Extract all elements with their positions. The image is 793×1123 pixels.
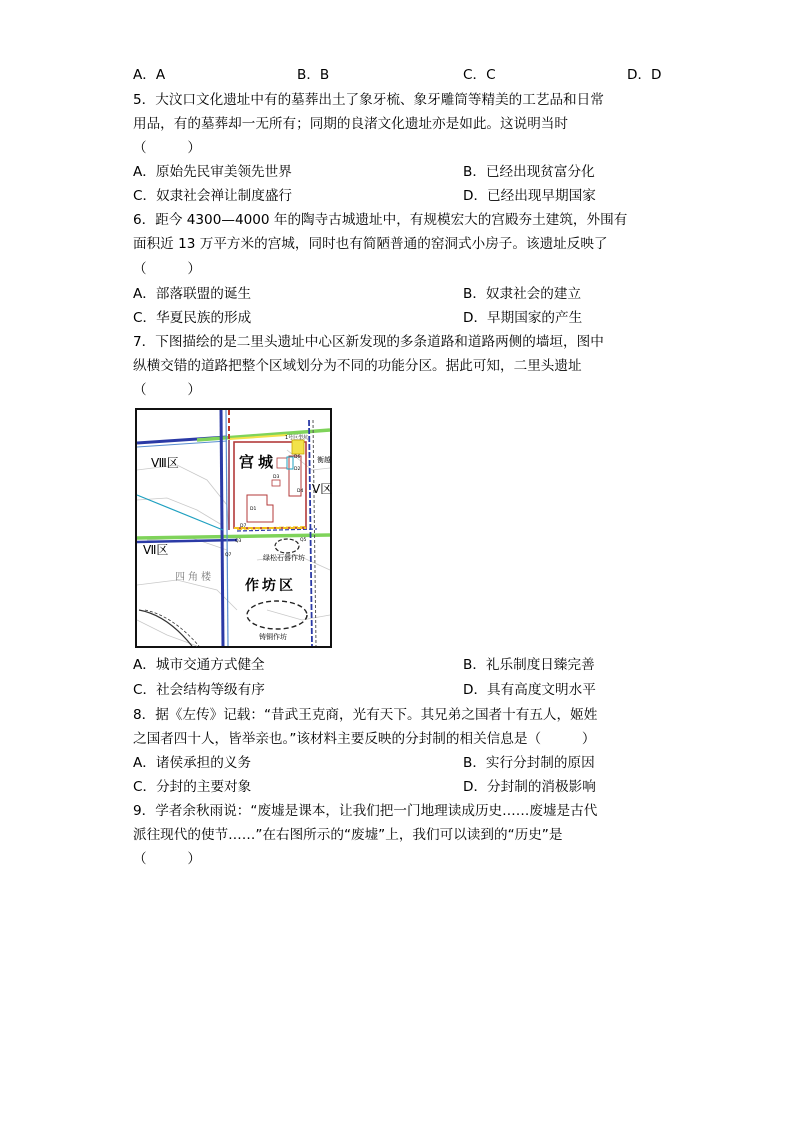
q7-stem-line2: 纵横交错的道路把整个区域划分为不同的功能分区。据此可知，二里头遗址 (133, 358, 582, 374)
sijiaolou-label: 四角楼 (175, 572, 214, 583)
map-svg (137, 410, 333, 646)
q5-stem-line1: 5．大汶口文化遗址中有的墓葬出土了象牙梳、象牙雕筒等精美的工艺品和日常 (133, 92, 604, 108)
q5-stem-line2: 用品，有的墓葬却一无所有；同期的良渚文化遗址亦是如此。这说明当时 (133, 116, 568, 132)
q6-option-b[interactable]: B．奴隶社会的建立 (463, 286, 582, 302)
turquoise-workshop-area (275, 539, 299, 553)
road-east-vertical (309, 420, 312, 646)
zone-5-label: Ⅴ区 (312, 482, 333, 496)
q6-stem-line2: 面积近 13 万平方米的宫城，同时也有简陋普通的窑洞式小房子。该遗址反映了 (133, 236, 608, 252)
q8-option-d[interactable]: D．分封制的消极影响 (463, 779, 596, 795)
q5-option-d[interactable]: D．已经出现早期国家 (463, 188, 596, 204)
q9-stem-line2: 派往现代的使节……”在右图所示的“废墟”上，我们可以读到的“历史”是 (133, 827, 563, 843)
palace-city-label: 宫城 (239, 453, 278, 471)
workshop-zone-label: 作坊区 (245, 578, 296, 594)
q4-option-a[interactable]: A．A (133, 67, 166, 83)
q5-option-a[interactable]: A．原始先民审美领先世界 (133, 164, 292, 180)
q7-option-b[interactable]: B．礼乐制度日臻完善 (463, 657, 595, 673)
q7-option-d[interactable]: D．具有高度文明水平 (463, 682, 596, 698)
q5-option-b[interactable]: B．已经出现贫富分化 (463, 164, 595, 180)
label-d4: D4 (297, 489, 304, 494)
q7-answer-paren: （ ） (133, 382, 201, 398)
bronze-workshop-label: 铸铜作坊 (259, 633, 287, 641)
east-label: 衡越 (317, 456, 331, 464)
q6-option-c[interactable]: C．华夏民族的形成 (133, 310, 252, 326)
q9-answer-paren: （ ） (133, 851, 201, 867)
q6-option-d[interactable]: D．早期国家的产生 (463, 310, 583, 326)
road-west-vertical (221, 410, 223, 646)
q9-stem-line1: 9．学者余秋雨说：“废墟是课本，让我们把一门地理读成历史……废墟是古代 (133, 803, 598, 819)
q8-stem-line2: 之国者四十人，皆举亲也。”该材料主要反映的分封制的相关信息是（ ） (133, 731, 596, 747)
q8-option-c[interactable]: C．分封的主要对象 (133, 779, 252, 795)
curved-road (139, 610, 192, 646)
q6-option-a[interactable]: A．部落联盟的诞生 (133, 286, 252, 302)
q6-answer-paren: （ ） (133, 261, 201, 277)
erlitou-site-map (135, 408, 332, 648)
label-d3: D3 (273, 475, 280, 480)
zone-8-label: Ⅷ区 (151, 456, 179, 470)
turquoise-workshop-label: 绿松石器作坊 (263, 554, 305, 562)
q7-stem-line1: 7．下图描绘的是二里头遗址中心区新发现的多条道路和道路两侧的墙垣，图中 (133, 334, 604, 350)
diagonal-line (137, 495, 223, 530)
label-q7: Q7 (225, 553, 232, 558)
label-d6: D6 (294, 455, 301, 460)
q8-option-a[interactable]: A．诸侯承担的义务 (133, 755, 252, 771)
pit-marker (292, 440, 304, 454)
zone-7-label: Ⅶ区 (143, 543, 169, 557)
q5-answer-paren: （ ） (133, 140, 201, 156)
label-d2: D2 (294, 467, 301, 472)
q7-option-a[interactable]: A．城市交通方式健全 (133, 657, 265, 673)
q4-option-d[interactable]: D．D (627, 67, 662, 83)
q4-option-c[interactable]: C．C (463, 67, 496, 83)
label-d7: D7 (240, 524, 247, 529)
q8-stem-line1: 8．据《左传》记载：“昔武王克商，光有天下。其兄弟之国者十有五人，姬姓 (133, 707, 598, 723)
label-d1: D1 (250, 507, 257, 512)
q5-option-c[interactable]: C．奴隶社会禅让制度盛行 (133, 188, 293, 204)
label-q3: Q3 (235, 539, 242, 544)
q8-option-b[interactable]: B．实行分封制的原因 (463, 755, 595, 771)
label-q5: Q5 (300, 538, 307, 543)
q7-option-c[interactable]: C．社会结构等级有序 (133, 682, 265, 698)
q4-option-b[interactable]: B．B (297, 67, 330, 83)
bronze-workshop-area (247, 601, 307, 629)
q6-stem-line1: 6．距今 4300—4000 年的陶寺古城遗址中，有规模宏大的宫殿夯土建筑，外围有 (133, 212, 628, 228)
pit-label: 1号巨型坑 (285, 435, 309, 441)
